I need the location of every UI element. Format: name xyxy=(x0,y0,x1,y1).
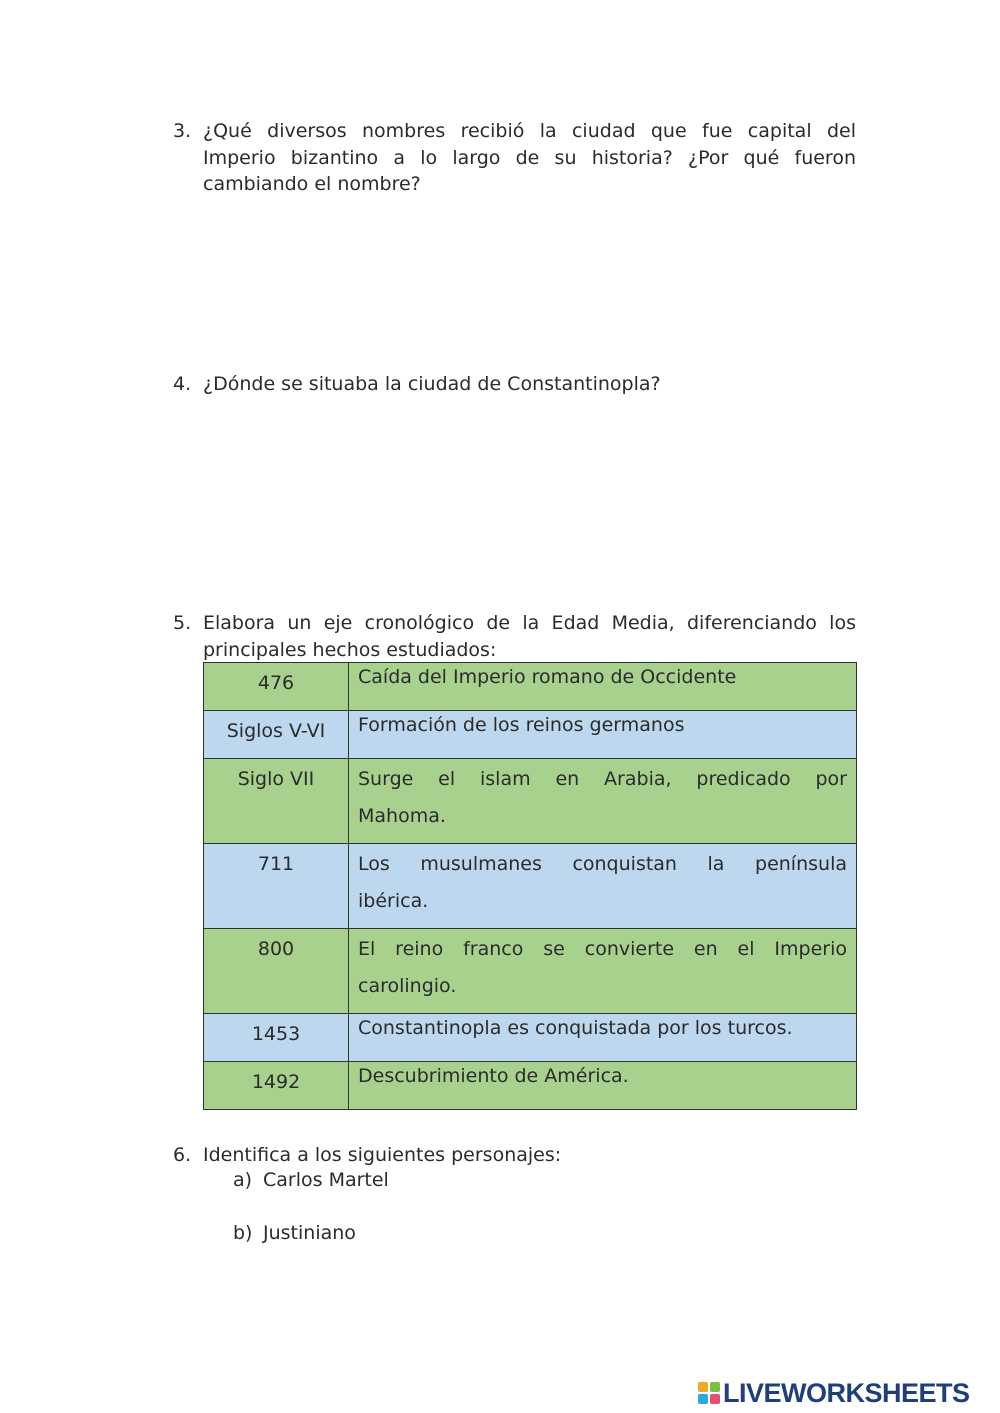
event-cell: Caída del Imperio romano de Occidente xyxy=(349,663,857,711)
event-line: Mahoma. xyxy=(358,805,446,827)
event-line: El reino franco se convierte en el Imperio xyxy=(358,938,847,960)
liveworksheets-logo xyxy=(698,1378,970,1408)
table-row xyxy=(204,759,857,844)
event-cell: Formación de los reinos germanos xyxy=(349,711,857,759)
date-cell: Siglo VII xyxy=(204,759,349,844)
question-number: 6. xyxy=(173,1144,192,1166)
question-text xyxy=(203,610,856,663)
date-cell: 1453 xyxy=(204,1014,349,1062)
question-4 xyxy=(173,371,856,398)
table-row xyxy=(204,844,857,929)
date-cell: 711 xyxy=(204,844,349,929)
logo-text: LIVEWORKSHEETS xyxy=(723,1377,970,1408)
subitem-text: Justiniano xyxy=(263,1222,356,1244)
table-row xyxy=(204,1014,857,1062)
question-line: Elabora un eje cronológico de la Edad Media, diferenciando los xyxy=(203,612,856,634)
date-cell: 1492 xyxy=(204,1062,349,1110)
question-text: ¿Dónde se situaba la ciudad de Constantinopla? xyxy=(203,373,661,395)
event-cell: Descubrimiento de América. xyxy=(349,1062,857,1110)
event-line: carolingio. xyxy=(358,975,457,997)
event-line: Surge el islam en Arabia, predicado por xyxy=(358,768,847,790)
question-line: ¿Qué diversos nombres recibió la ciudad que fue capital del xyxy=(203,120,856,142)
question-text xyxy=(203,118,856,198)
event-cell: Constantinopla es conquistada por los turcos. xyxy=(349,1014,857,1062)
event-cell xyxy=(349,929,857,1014)
question-text: Identifica a los siguientes personajes: xyxy=(203,1144,562,1166)
question-line: Imperio bizantino a lo largo de su historia? ¿Por qué fueron xyxy=(203,146,856,169)
table-row xyxy=(204,663,857,711)
question-line: principales hechos estudiados: xyxy=(203,638,497,661)
question-line: cambiando el nombre? xyxy=(203,173,421,195)
question-3 xyxy=(173,118,856,198)
event-cell xyxy=(349,844,857,929)
date-cell: 476 xyxy=(204,663,349,711)
event-line: ibérica. xyxy=(358,890,429,912)
event-line: Los musulmanes conquistan la península xyxy=(358,853,847,875)
table-row xyxy=(204,711,857,759)
question-number: 4. xyxy=(173,373,192,395)
table-row xyxy=(204,929,857,1014)
question-number: 5. xyxy=(173,612,192,634)
subitem-label: a) xyxy=(233,1169,253,1191)
subitem-text: Carlos Martel xyxy=(263,1169,389,1191)
table-row xyxy=(204,1062,857,1110)
subitem-a xyxy=(233,1169,389,1191)
logo-mark-icon xyxy=(698,1382,720,1404)
subitem-b xyxy=(233,1222,356,1244)
question-6 xyxy=(173,1142,856,1169)
question-number: 3. xyxy=(173,120,192,142)
subitem-label: b) xyxy=(233,1222,253,1244)
question-5 xyxy=(173,610,856,663)
event-cell xyxy=(349,759,857,844)
date-cell: 800 xyxy=(204,929,349,1014)
date-cell: Siglos V-VI xyxy=(204,711,349,759)
timeline-table xyxy=(203,662,857,1110)
